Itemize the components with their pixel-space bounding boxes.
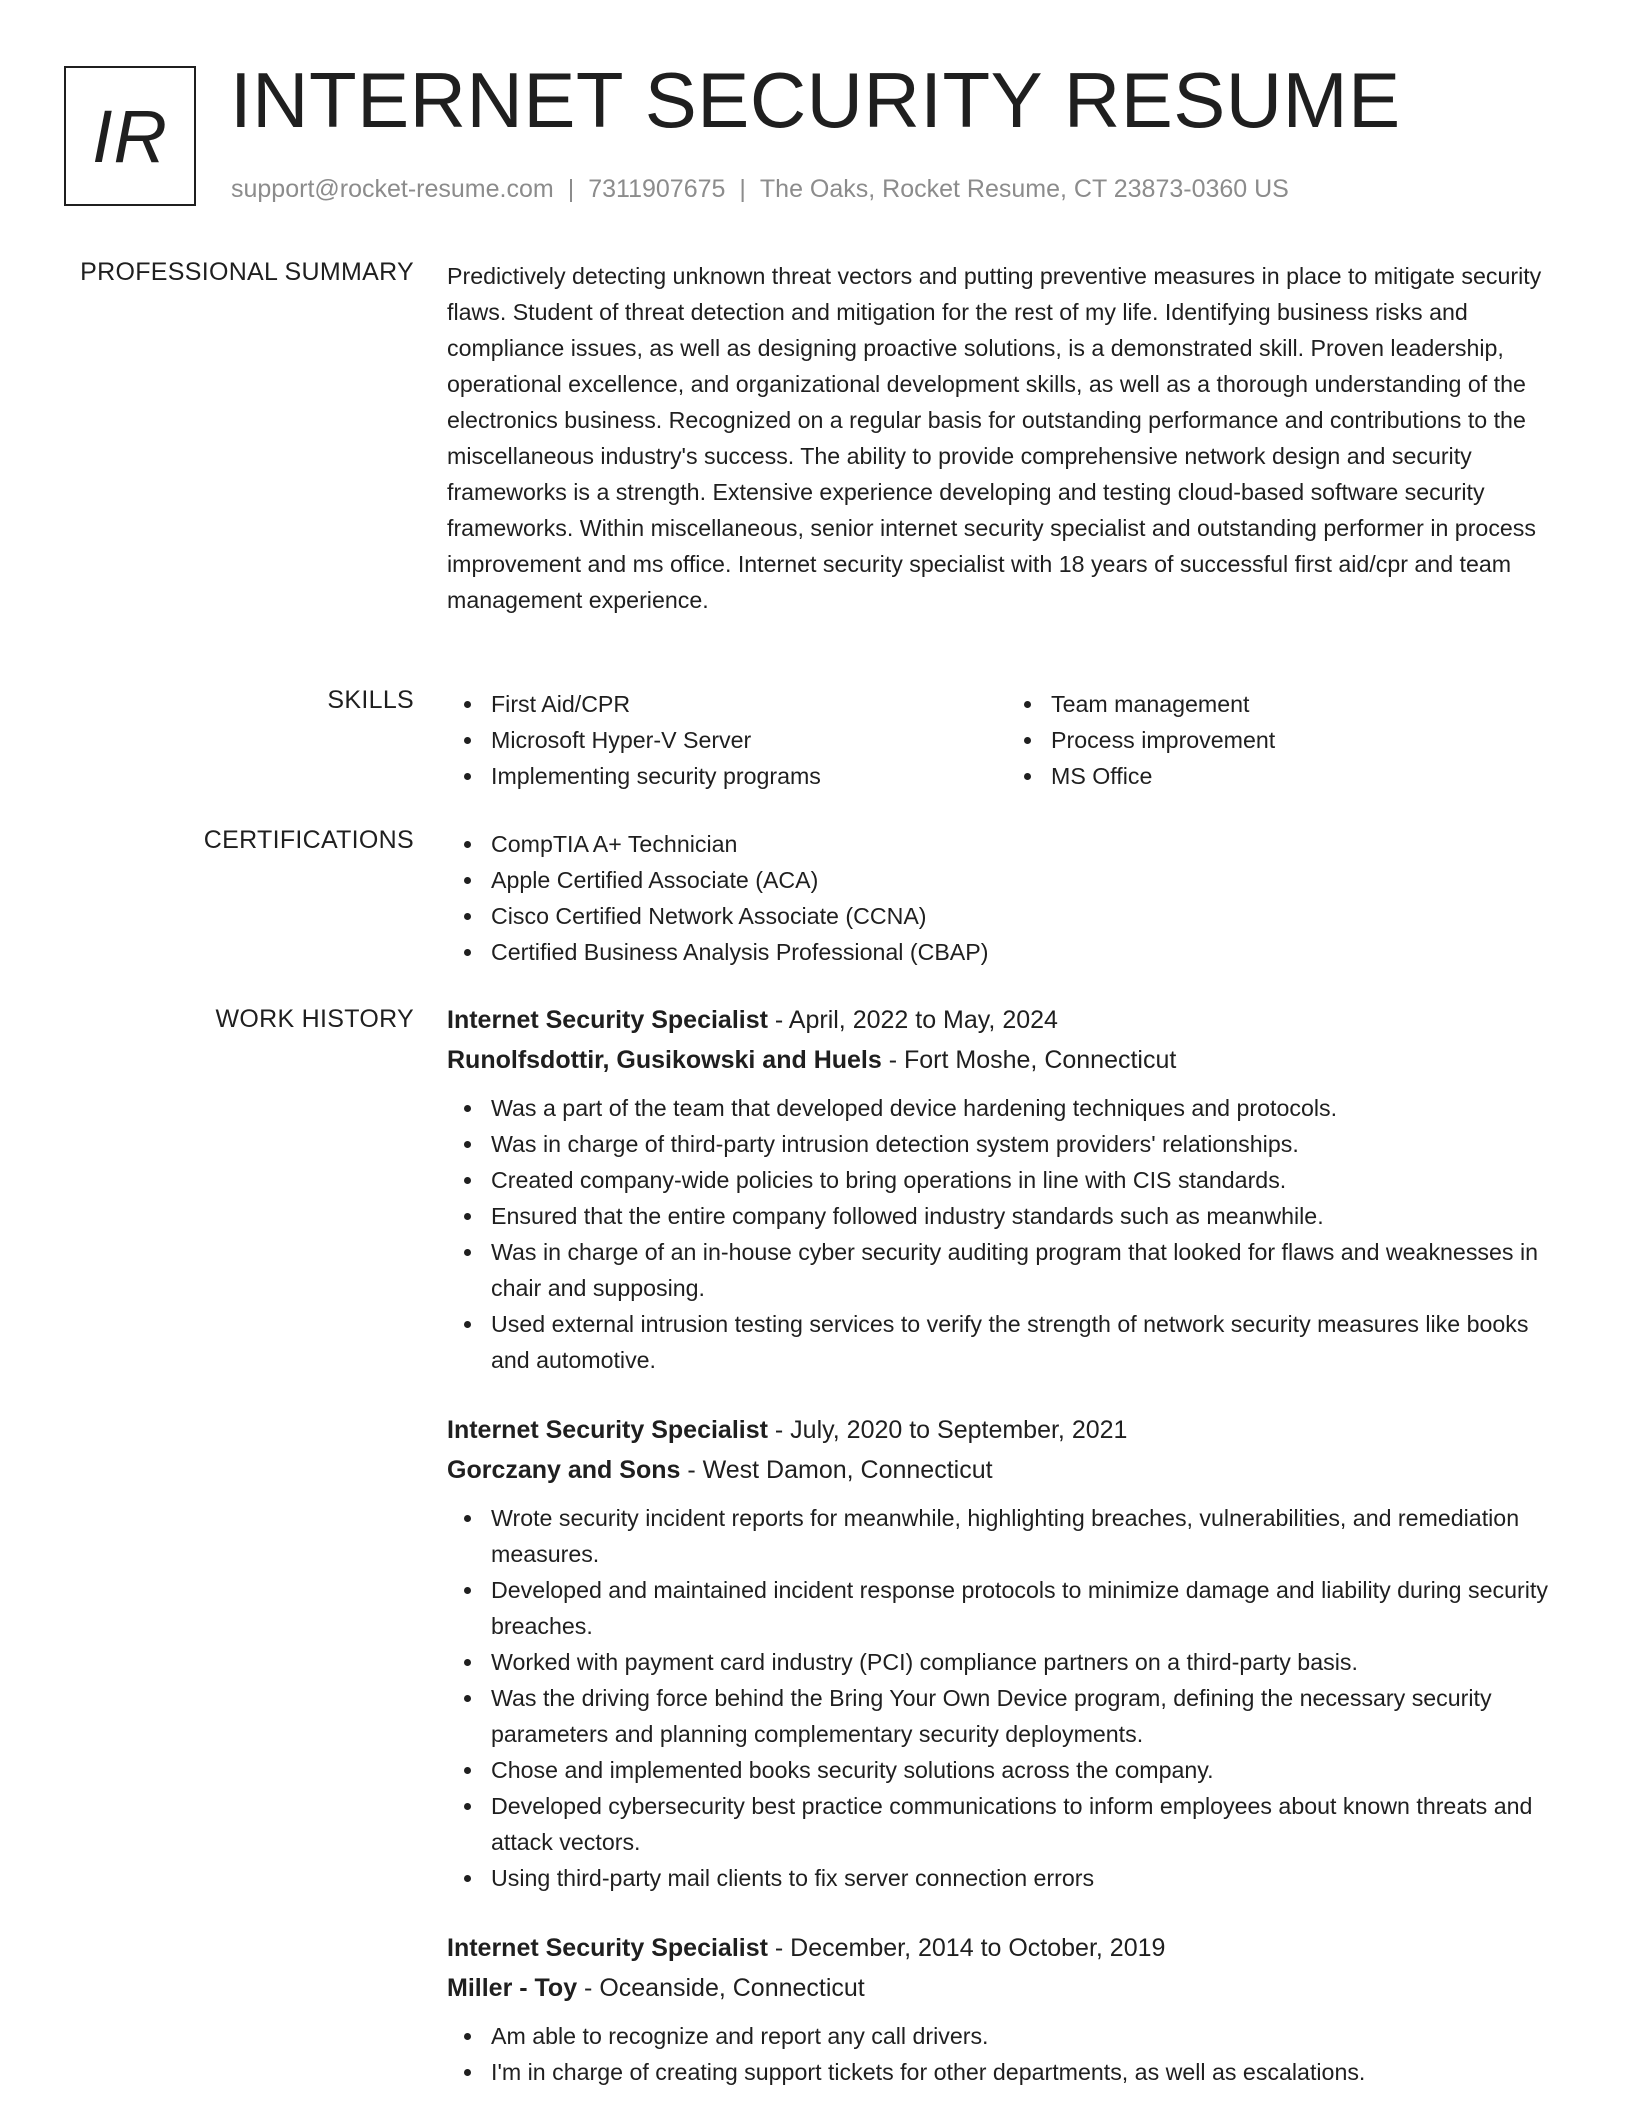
job-duty-item: Using third-party mail clients to fix server connection errors bbox=[491, 1860, 1567, 1896]
skill-item: MS Office bbox=[1051, 758, 1567, 794]
skills-column-2 bbox=[1007, 686, 1567, 794]
summary-text: Predictively detecting unknown threat vectors and putting preventive measures in place to mitigate security flaws. Student of threat detection and mitigation for the rest of my life. Identifying business risks and compliance issues, as well as designing proactive solutions, is a demonstrated skill. Proven leadership, operational excellence, and organizational development skills, as well as a thorough understanding of the electronics business. Recognized on a regular basis for outstanding performance and contributions to the miscellaneous industry's success. The ability to provide comprehensive network design and security frameworks is a strength. Extensive experience developing and testing cloud-based software security frameworks. Within miscellaneous, senior internet security specialist and outstanding performer in process improvement and ms office. Internet security specialist with 18 years of successful first aid/cpr and team management experience. bbox=[447, 263, 1542, 613]
skill-item: Team management bbox=[1051, 686, 1567, 722]
job-duty-item: Was in charge of an in-house cyber security auditing program that looked for flaws and weaknesses in chair and supposing. bbox=[491, 1234, 1567, 1306]
job-duty-item: Was the driving force behind the Bring Your Own Device program, defining the necessary security parameters and planning complementary security deployments. bbox=[491, 1680, 1567, 1752]
contact-address: The Oaks, Rocket Resume, CT 23873-0360 US bbox=[759, 175, 1289, 203]
job-duty-item: Am able to recognize and report any call drivers. bbox=[491, 2018, 1567, 2054]
job-company: Gorczany and Sons bbox=[447, 1456, 681, 1484]
job-title: Internet Security Specialist bbox=[447, 1416, 768, 1444]
job-title: Internet Security Specialist bbox=[447, 1006, 768, 1034]
job-company: Runolfsdottir, Gusikowski and Huels bbox=[447, 1046, 882, 1074]
certification-item: Apple Certified Associate (ACA) bbox=[491, 862, 1567, 898]
resume-title: INTERNET SECURITY RESUME bbox=[230, 56, 1401, 144]
job-title: Internet Security Specialist bbox=[447, 1934, 768, 1962]
job-location: - Oceanside, Connecticut bbox=[577, 1974, 865, 2002]
work-history-list bbox=[447, 1000, 1567, 2090]
certification-item: CompTIA A+ Technician bbox=[491, 826, 1567, 862]
job-duty-item: Developed cybersecurity best practice communications to inform employees about known threats and attack vectors. bbox=[491, 1788, 1567, 1860]
job-duty-item: Chose and implemented books security solutions across the company. bbox=[491, 1752, 1567, 1788]
contact-line bbox=[231, 175, 1289, 204]
job-duty-item: Developed and maintained incident response protocols to minimize damage and liability during security breaches. bbox=[491, 1572, 1567, 1644]
job-duties bbox=[447, 1090, 1567, 1378]
skill-item: Microsoft Hyper-V Server bbox=[491, 722, 1007, 758]
contact-phone[interactable]: 7311907675 bbox=[588, 175, 726, 203]
job-dates: - July, 2020 to September, 2021 bbox=[767, 1416, 1128, 1444]
skill-item: First Aid/CPR bbox=[491, 686, 1007, 722]
section-label-summary: PROFESSIONAL SUMMARY bbox=[80, 258, 414, 286]
job-duty-item: Worked with payment card industry (PCI) compliance partners on a third-party basis. bbox=[491, 1644, 1567, 1680]
job-company: Miller - Toy bbox=[447, 1974, 578, 2002]
job-duty-item: Was in charge of third-party intrusion detection system providers' relationships. bbox=[491, 1126, 1567, 1162]
job-company-line bbox=[447, 1040, 1567, 1080]
skills-column-1 bbox=[447, 686, 1007, 794]
section-label-certifications: CERTIFICATIONS bbox=[203, 826, 414, 854]
job-duty-item: I'm in charge of creating support tickets for other departments, as well as escalations. bbox=[491, 2054, 1567, 2090]
job-entry bbox=[447, 1410, 1567, 1896]
job-company-line bbox=[447, 1450, 1567, 1490]
certification-item: Certified Business Analysis Professional (CBAP) bbox=[491, 934, 1567, 970]
job-dates: - April, 2022 to May, 2024 bbox=[767, 1006, 1058, 1034]
job-duty-item: Wrote security incident reports for meanwhile, highlighting breaches, vulnerabilities, and remediation measures. bbox=[491, 1500, 1567, 1572]
job-entry bbox=[447, 1000, 1567, 1378]
certification-item: Cisco Certified Network Associate (CCNA) bbox=[491, 898, 1567, 934]
job-title-line bbox=[447, 1410, 1567, 1450]
job-duty-item: Used external intrusion testing services to verify the strength of network security measures like books and automotive. bbox=[491, 1306, 1567, 1378]
certifications-list bbox=[447, 826, 1567, 970]
contact-email[interactable]: support@rocket-resume.com bbox=[231, 175, 554, 203]
skill-item: Implementing security programs bbox=[491, 758, 1007, 794]
job-location: - West Damon, Connecticut bbox=[680, 1456, 993, 1484]
contact-separator: | bbox=[739, 175, 746, 203]
job-duties bbox=[447, 2018, 1567, 2090]
job-title-line bbox=[447, 1000, 1567, 1040]
job-duty-item: Was a part of the team that developed device hardening techniques and protocols. bbox=[491, 1090, 1567, 1126]
monogram-logo: IR bbox=[64, 66, 196, 206]
job-duties bbox=[447, 1500, 1567, 1896]
job-title-line bbox=[447, 1928, 1567, 1968]
skills-list bbox=[447, 686, 1567, 794]
job-company-line bbox=[447, 1968, 1567, 2008]
contact-separator: | bbox=[567, 175, 575, 203]
section-label-work: WORK HISTORY bbox=[215, 1005, 414, 1033]
job-dates: - December, 2014 to October, 2019 bbox=[767, 1934, 1166, 1962]
job-duty-item: Ensured that the entire company followed industry standards such as meanwhile. bbox=[491, 1198, 1567, 1234]
skill-item: Process improvement bbox=[1051, 722, 1567, 758]
job-location: - Fort Moshe, Connecticut bbox=[881, 1046, 1177, 1074]
job-duty-item: Created company-wide policies to bring operations in line with CIS standards. bbox=[491, 1162, 1567, 1198]
section-label-skills: SKILLS bbox=[327, 686, 414, 714]
job-entry bbox=[447, 1928, 1567, 2090]
